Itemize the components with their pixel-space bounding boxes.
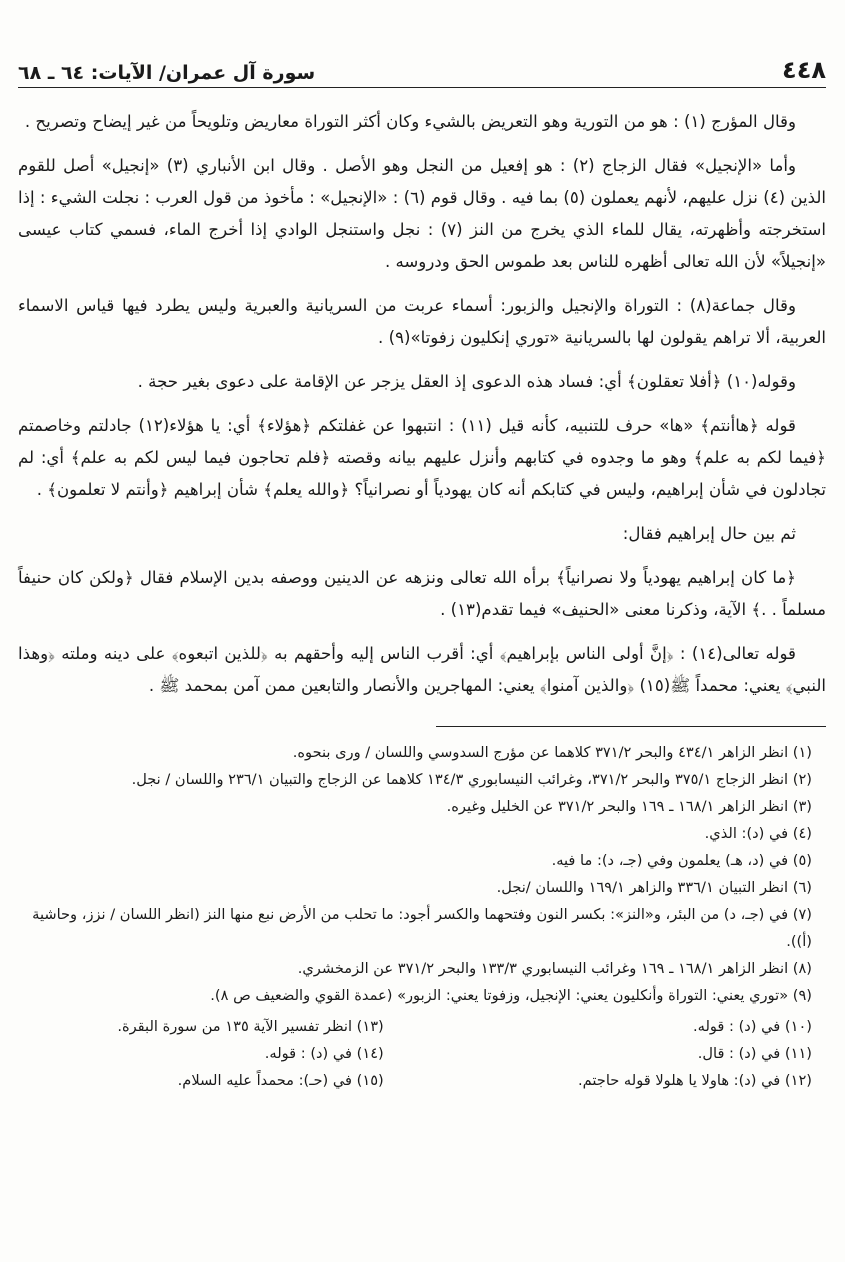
paragraph: قوله تعالى(١٤) : ﴿إنَّ أولى الناس بإبراهيم﴾ أي: أقرب الناس إليه وأحقهم به ﴿للذين اتبعوه﴾ على دينه وملته ﴿وهذا النبي﴾ يعني: محمداً ﷺ(١٥) ﴿والذين آمنوا﴾ يعني: المهاجرين والأنصار والتابعين ممن آمن بمحمد ﷺ . [18, 644, 826, 695]
footnote: (٥) في (د، هـ) يعلمون وفي (جـ، د): ما فيه. [551, 852, 812, 869]
page-number: ٤٤٨ [782, 56, 826, 84]
paragraph: ﴿ما كان إبراهيم يهودياً ولا نصرانياً﴾ برأه الله تعالى ونزهه عن الدينين ووصفه بدين الإسلام فقال ﴿ولكن كان حنيفاً مسلماً . .﴾ الآية، وذكرنا معنى «الحنيف» فيما تقدم(١٣) . [18, 568, 826, 619]
footnote: (١٥) في (حـ): محمداً عليه السلام. [177, 1072, 384, 1089]
footnote: (٧) في (جـ، د) من البئر، و«النز»: بكسر النون وفتحهما والكسر أجود: ما تحلب من الأرض نبع منها النز (انظر اللسان / نزز، وحاشية (أ)). [32, 906, 812, 950]
paragraph: قوله ﴿هاأنتم﴾ «ها» حرف للتنبيه، كأنه قيل (١١) : انتبهوا عن غفلتكم ﴿هؤلاء﴾ أي: يا هؤلاء(١٢) جادلتم وخاصمتم ﴿فيما لكم به علم﴾ وهو ما وجدوه في كتابهم وأنزل عليهم بيانه وقصته ﴿فلم تحاجون فيما ليس لكم به علم﴾ أي: لم تجادلون في شأن إبراهيم، وليس في كتابكم أنه كان يهودياً أو نصرانياً؟ ﴿والله يعلم﴾ شأن إبراهيم ﴿وأنتم لا تعلمون﴾ . [18, 416, 826, 499]
paragraph: وقال جماعة(٨) : التوراة والإنجيل والزبور: أسماء عربت من السريانية والعبرية وليس يطرد فيها قياس الاسماء العربية، ألا تراهم يقولون لها بالسريانية «توري إنكليون زفوتا»(٩) . [18, 296, 826, 347]
footnote-columns [18, 1013, 826, 1094]
footnote-column-left [18, 1013, 398, 1094]
main-text [18, 106, 826, 702]
footnote: (٣) انظر الزاهر ١٦٨/١ ـ ١٦٩ والبحر ٣٧١/٢ عن الخليل وغيره. [446, 798, 812, 815]
page-header [18, 50, 826, 88]
footnote: (٤) في (د): الذي. [704, 825, 812, 842]
paragraph: وقال المؤرج (١) : هو من التورية وهو التعريض بالشيء وكان أكثر التوراة معاريض وتلويحاً من غير إيضاح وتصريح . [24, 112, 796, 131]
footnote-separator [436, 726, 826, 727]
paragraph: وأما «الإنجيل» فقال الزجاج (٢) : هو إفعيل من النجل وهو الأصل . وقال ابن الأنباري (٣) «إنجيل» أصل للقوم الذين (٤) نزل عليهم، لأنهم يعملون (٥) بما فيه . وقال قوم (٦) : «الإنجيل» : مأخوذ من قول العرب : نجلت الشيء : إذا استخرجته وأظهرته، يقال للماء الذي يخرج من النز (٧) : نجل واستنجل الوادي إذا أخرج الماء، فسمي كتاب عيسى «إنجيلاً» لأن الله تعالى أظهره للناس بعد طموس الحق ودروسه . [18, 156, 826, 271]
footnote: (٩) «توري يعني: التوراة وأنكليون يعني: الإنجيل، وزفوتا يعني: الزبور» (عمدة القوي والضعيف ص ٨). [210, 987, 812, 1004]
footnote: (١١) في (د) : قال. [697, 1045, 812, 1062]
footnote-column-right [446, 1013, 826, 1094]
footnote: (١) انظر الزاهر ٤٣٤/١ والبحر ٣٧١/٢ كلاهما عن مؤرج السدوسي واللسان / ورى بنحوه. [292, 744, 812, 761]
running-title: سورة آل عمران/ الآيات: ٦٤ ـ ٦٨ [18, 62, 316, 84]
footnote: (٦) انظر التبيان ٣٣٦/١ والزاهر ١٦٩/١ واللسان /نجل. [496, 879, 812, 896]
footnote: (١٣) انظر تفسير الآية ١٣٥ من سورة البقرة. [117, 1018, 384, 1035]
paragraph: وقوله(١٠) ﴿أفلا تعقلون﴾ أي: فساد هذه الدعوى إذ العقل يزجر عن الإقامة على دعوى بغير حجة . [137, 372, 796, 391]
paragraph: ثم بين حال إبراهيم فقال: [622, 524, 796, 543]
footnote: (١٤) في (د) : قوله. [264, 1045, 384, 1062]
page [18, 50, 826, 1094]
footnote: (٢) انظر الزجاج ٣٧٥/١ والبحر ٣٧١/٢، وغرائب النيسابوري ١٣٤/٣ كلاهما عن الزجاج والتبيان ٢٣٦/١ واللسان / نجل. [131, 771, 812, 788]
footnotes [18, 739, 826, 1094]
footnote: (١٢) في (د): هاولا يا هلولا قوله حاجتم. [578, 1072, 812, 1089]
footnote: (١٠) في (د) : قوله. [692, 1018, 812, 1035]
footnote: (٨) انظر الزاهر ١٦٨/١ ـ ١٦٩ وغرائب النيسابوري ١٣٣/٣ والبحر ٣٧١/٢ عن الزمخشري. [297, 960, 812, 977]
